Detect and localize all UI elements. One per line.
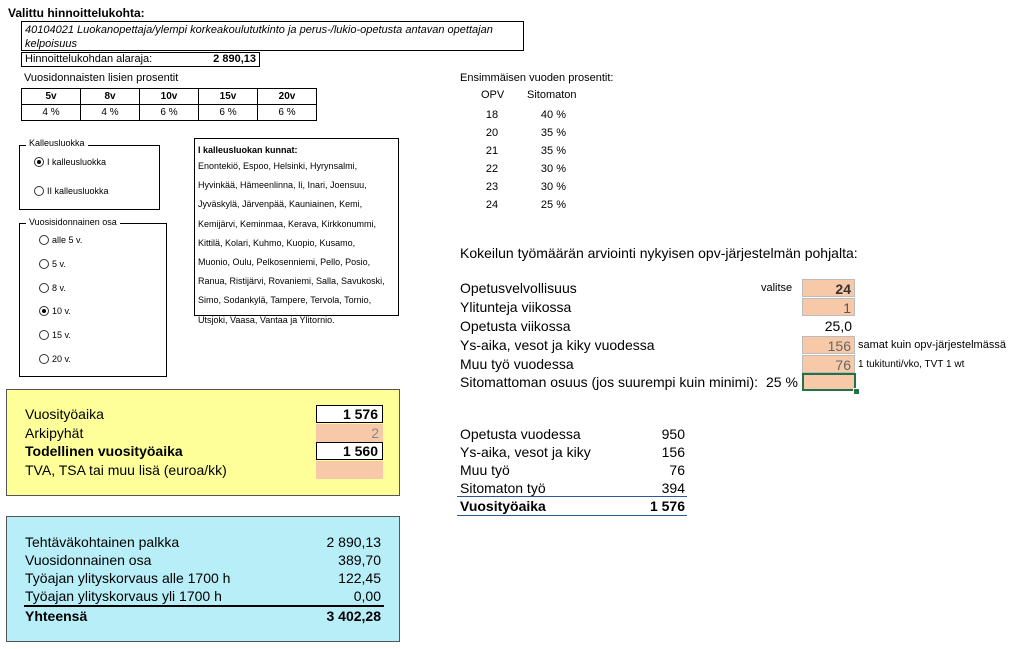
holidays-label: Arkipyhät: [25, 425, 84, 441]
experiment-label: Opetusta viikossa: [460, 318, 571, 334]
summary-divider-top: [457, 496, 687, 497]
cost-class-option-2[interactable]: [34, 186, 109, 196]
radio-selected-icon: [39, 306, 49, 316]
year-part-option[interactable]: [39, 259, 66, 269]
year-part-option-label: 20 v.: [52, 354, 71, 364]
other-work-input[interactable]: 76: [802, 355, 855, 373]
opv-value: 20: [485, 127, 499, 139]
salary-total-label: Yhteensä: [25, 608, 88, 624]
municipalities-line: Jyväskylä, Järvenpää, Kauniainen, Kemi,: [198, 199, 363, 210]
actual-worktime-value: 1 560: [316, 442, 383, 460]
municipalities-line: Muonio, Oulu, Pelkosenniemi, Pello, Posio,: [198, 257, 371, 268]
salary-label: Tehtäväkohtainen palkka: [25, 534, 180, 550]
year-bonus-value: 4 %: [22, 105, 81, 121]
experiment-title: Kokeilun työmäärän arviointi nykyisen opv-järjestelmän pohjalta:: [460, 245, 858, 261]
summary-label: Sitomaton työ: [460, 480, 546, 496]
first-year-col-sitomaton: Sitomaton: [527, 89, 577, 101]
salary-value: 0,00: [353, 588, 381, 604]
opv-value: 24: [485, 199, 499, 211]
year-bonus-title: Vuosidonnaisten lisien prosentit: [24, 72, 179, 84]
lower-limit-row: [21, 52, 260, 67]
salary-value: 389,70: [338, 552, 381, 568]
opv-value: 22: [485, 163, 499, 175]
teaching-per-week-value: 25,0: [824, 318, 852, 334]
year-part-option-label: 15 v.: [52, 330, 71, 340]
salary-label: Työajan ylityskorvaus alle 1700 h: [25, 570, 231, 586]
year-part-option-label: alle 5 v.: [52, 235, 83, 245]
pct-value: 40 %: [540, 109, 566, 121]
radio-icon: [39, 283, 49, 293]
first-year-col-opv: OPV: [481, 89, 505, 101]
salary-total-divider: [24, 605, 384, 607]
summary-value: 950: [661, 426, 685, 442]
year-part-option[interactable]: [39, 235, 82, 245]
salary-value: 122,45: [338, 570, 381, 586]
ys-time-input[interactable]: 156: [802, 336, 855, 354]
year-bonus-header: 20v: [258, 89, 317, 105]
year-bonus-header: 8v: [81, 89, 140, 105]
municipalities-line: Utsjoki, Vaasa, Vantaa ja Ylitornio.: [198, 314, 335, 325]
other-work-note: 1 tukitunti/vko, TVT 1 wt: [858, 359, 965, 370]
summary-total-value: 1 576: [649, 498, 685, 514]
teaching-obligation-input[interactable]: 24: [802, 279, 855, 297]
selected-point-description: 40104021 Luokanopettaja/ylempi korkeakoulututkinto ja perus-/lukio-opetusta antavan opettajan kelpoisuus: [21, 21, 524, 51]
pct-value: 30 %: [540, 181, 566, 193]
selected-point-heading: Valittu hinnoittelukohta:: [8, 6, 145, 20]
first-year-row: [478, 160, 588, 178]
radio-icon: [39, 330, 49, 340]
cost-class-option-1[interactable]: [34, 157, 106, 167]
year-part-option[interactable]: [39, 330, 71, 340]
year-part-option[interactable]: [39, 283, 66, 293]
municipalities-box: [194, 138, 399, 325]
annual-worktime-value: 1 576: [316, 405, 383, 423]
year-bonus-header: 10v: [140, 89, 199, 105]
salary-label: Työajan ylityskorvaus yli 1700 h: [25, 588, 222, 604]
year-bonus-value: 4 %: [81, 105, 140, 121]
year-bonus-value: 6 %: [140, 105, 199, 121]
radio-icon: [39, 259, 49, 269]
municipalities-line: Kittilä, Kolari, Kuhmo, Kuopio, Kusamo,: [198, 237, 356, 248]
annual-worktime-panel: [6, 389, 400, 496]
cost-class-title: Kalleusluokka: [26, 138, 88, 148]
first-year-row: [478, 196, 588, 214]
salary-label: Vuosidonnainen osa: [25, 552, 152, 568]
salary-panel: [6, 516, 400, 642]
pct-value: 30 %: [540, 163, 566, 175]
year-part-option[interactable]: [39, 354, 71, 364]
experiment-label: Sitomattoman osuus (jos suurempi kuin minimi):: [460, 374, 758, 390]
year-bonus-table: [21, 88, 317, 121]
unbound-share-input[interactable]: [802, 373, 856, 391]
cost-class-option-label: II kalleusluokka: [47, 186, 109, 196]
pct-value: 35 %: [540, 145, 566, 157]
year-bonus-header: 15v: [199, 89, 258, 105]
year-part-option-label: 8 v.: [52, 283, 66, 293]
first-year-title: Ensimmäisen vuoden prosentit:: [460, 72, 614, 84]
year-bonus-value: 6 %: [199, 105, 258, 121]
radio-selected-icon: [34, 157, 44, 167]
radio-icon: [39, 354, 49, 364]
first-year-row: [478, 124, 588, 142]
summary-value: 156: [661, 444, 685, 460]
municipalities-line: Hyvinkää, Hämeenlinna, Ii, Inari, Joensuu,: [198, 180, 367, 191]
lower-limit-label: Hinnoittelukohdan alaraja:: [25, 53, 153, 65]
experiment-label: Muu työ vuodessa: [460, 356, 574, 372]
experiment-label: Ylitunteja viikossa: [460, 299, 572, 315]
municipalities-line: Simo, Sodankylä, Tampere, Tervola, Tornio,: [198, 295, 372, 306]
first-year-row: [478, 106, 588, 124]
pct-value: 35 %: [540, 127, 566, 139]
radio-icon: [39, 235, 49, 245]
overtime-hours-input[interactable]: 1: [802, 298, 855, 316]
opv-value: 18: [485, 109, 499, 121]
holidays-input[interactable]: 2: [316, 424, 383, 442]
opv-value: 23: [485, 181, 499, 193]
ys-time-note: samat kuin opv-järjestelmässä: [858, 339, 1006, 351]
first-year-row: [478, 142, 588, 160]
year-part-option-label: 5 v.: [52, 259, 66, 269]
year-bonus-value: 6 %: [258, 105, 317, 121]
summary-label: Opetusta vuodessa: [460, 426, 581, 442]
municipalities-title: I kalleusluokan kunnat:: [198, 145, 298, 155]
summary-value: 394: [661, 480, 685, 496]
salary-total-value: 3 402,28: [326, 608, 381, 624]
cost-class-option-label: I kalleusluokka: [47, 157, 107, 167]
first-year-row: [478, 178, 588, 196]
experiment-label: Ys-aika, vesot ja kiky vuodessa: [460, 337, 655, 353]
opv-value: 21: [485, 145, 499, 157]
summary-total-label: Vuosityöaika: [460, 498, 546, 514]
municipalities-line: Enontekiö, Espoo, Helsinki, Hyrynsalmi,: [198, 161, 358, 171]
summary-label: Ys-aika, vesot ja kiky: [460, 444, 591, 460]
extra-allowance-input[interactable]: [316, 461, 383, 479]
year-part-option-label: 10 v.: [52, 306, 71, 316]
experiment-label: Opetusvelvollisuus: [460, 280, 577, 296]
municipalities-line: Ranua, Ristijärvi, Rovaniemi, Salla, Savukoski,: [198, 276, 385, 287]
summary-value: 76: [669, 462, 685, 478]
radio-icon: [34, 186, 44, 196]
fill-handle[interactable]: [853, 388, 860, 395]
summary-label: Muu työ: [460, 462, 510, 478]
annual-worktime-label: Vuosityöaika: [25, 406, 104, 422]
actual-worktime-label: Todellinen vuosityöaika: [25, 443, 183, 459]
year-part-option[interactable]: [39, 306, 71, 316]
year-bonus-header: 5v: [22, 89, 81, 105]
extra-allowance-label: TVA, TSA tai muu lisä (euroa/kk): [25, 462, 227, 478]
lower-limit-value: 2 890,13: [213, 53, 256, 65]
choose-hint: valitse: [761, 282, 793, 294]
municipalities-line: Kemijärvi, Keminmaa, Kerava, Kirkkonummi,: [198, 218, 377, 229]
summary-divider-bottom: [457, 515, 687, 516]
year-part-title: Vuosisidonnainen osa: [26, 217, 120, 227]
unbound-share-percent: 25 %: [766, 374, 798, 390]
cost-class-group: [19, 145, 160, 210]
pct-value: 25 %: [540, 199, 566, 211]
salary-value: 2 890,13: [326, 534, 381, 550]
first-year-rows: [478, 106, 588, 214]
